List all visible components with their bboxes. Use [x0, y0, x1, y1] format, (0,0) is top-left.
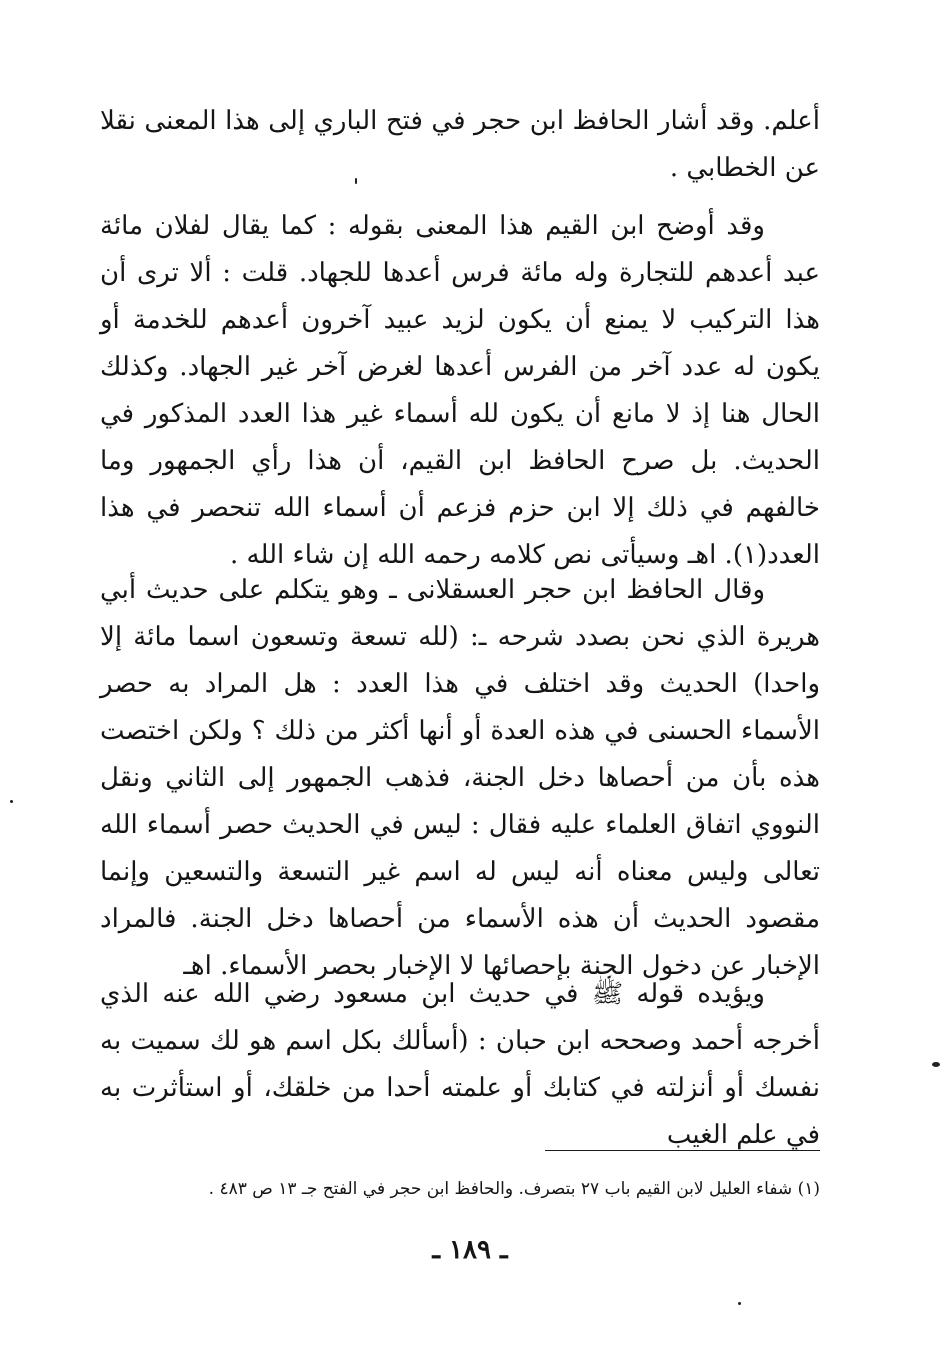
scan-speck [355, 178, 357, 184]
paragraph-3-text: وقال الحافظ ابن حجر العسقلانى ـ وهو يتكلم على حديث أبي هريرة الذي نحن بصدد شرحه ـ: (لله تسعة وتسعون اسما مائة إلا واحدا) الحديث وقد اختلف في هذا العدد : هل المراد به حصر الأسماء الحسنى في هذه العدة أو أنها أكثر من ذلك ؟ ولكن اختصت هذه بأن من أحصاها دخل الجنة، فذهب الجمهور إلى الثاني ونقل النووي اتفاق العلماء عليه فقال : ليس في الحديث حصر أسماء الله تعالى وليس معناه أنه ليس له اسم غير التسعة والتسعين وإنما مقصود الحديث أن هذه الأسماء من أحصاها دخل الجنة. فالمراد الإخبار عن دخول الجنة بإحصائها لا الإخبار بحصر الأسماء. اهـ [100, 575, 820, 981]
paragraph-2 [100, 203, 820, 579]
footnote-separator [545, 1150, 820, 1151]
paragraph-1 [100, 98, 820, 192]
scan-speck [10, 800, 13, 803]
paragraph-2-text: وقد أوضح ابن القيم هذا المعنى بقوله : كما يقال لفلان مائة عبد أعدهم للتجارة وله مائة فرس أعدها للجهاد. قلت : ألا ترى أن هذا التركيب لا يمنع أن يكون لزيد عبيد آخرون أعدهم للخدمة أو يكون له عدد آخر من الفرس أعدها لغرض آخر غير الجهاد. وكذلك الحال هنا إذ لا مانع أن يكون لله أسماء غير هذا العدد المذكور في الحديث. بل صرح الحافظ ابن القيم، أن هذا رأي الجمهور وما خالفهم في ذلك إلا ابن حزم فزعم أن أسماء الله تنحصر في هذا العدد(١). اهـ وسيأتى نص كلامه رحمه الله إن شاء الله . [100, 211, 820, 570]
page-number: ـ ١٨٩ ـ [432, 1235, 508, 1265]
footnote: (١) شفاء العليل لابن القيم باب ٢٧ بتصرف. والحافظ ابن حجر في الفتح جـ ١٣ ص ٤٨٣ . [208, 1179, 820, 1199]
scan-speck [738, 1302, 741, 1305]
paragraph-1-text: أعلم. وقد أشار الحافظ ابن حجر في فتح الباري إلى هذا المعنى نقلا عن الخطابي . [100, 106, 820, 183]
paragraph-4 [100, 971, 820, 1159]
paragraph-4-text: ويؤيده قوله ﷺ في حديث ابن مسعود رضي الله عنه الذي أخرجه أحمد وصححه ابن حبان : (أسألك بكل اسم هو لك سميت به نفسك أو أنزلته في كتابك أو علمته أحدا من خلقك، أو استأثرت به في علم الغيب [100, 979, 820, 1150]
scan-speck [932, 1062, 940, 1067]
paragraph-3 [100, 567, 820, 990]
